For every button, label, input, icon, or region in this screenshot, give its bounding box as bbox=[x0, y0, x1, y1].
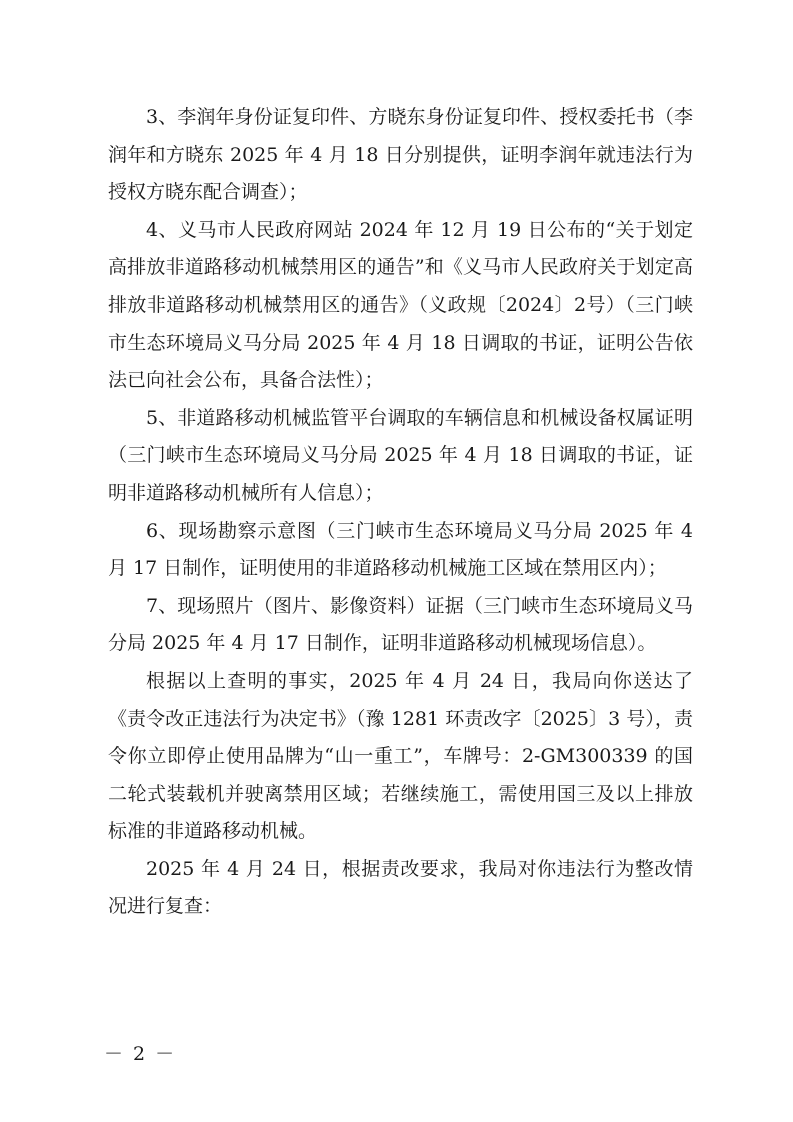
reinspection-paragraph: 2025 年 4 月 24 日，根据责改要求，我局对你违法行为整改情况进行复查： bbox=[108, 857, 693, 918]
evidence-item-3: 3、李润年身份证复印件、方晓东身份证复印件、授权委托书（李润年和方晓东 2025 年 4 月 18 日分别提供，证明李润年就违法行为授权方晓东配合调查）； bbox=[108, 106, 693, 204]
evidence-item-5: 5、非道路移动机械监管平台调取的车辆信息和机械设备权属证明（三门峡市生态环境局义马分局 2025 年 4 月 18 日调取的书证，证明非道路移动机械所有人信息）； bbox=[108, 406, 693, 504]
evidence-item-7: 7、现场照片（图片、影像资料）证据（三门峡市生态环境局义马分局 2025 年 4 月 17 日制作，证明非道路移动机械现场信息）。 bbox=[108, 594, 693, 655]
document-body bbox=[108, 99, 693, 926]
correction-order-paragraph: 根据以上查明的事实，2025 年 4 月 24 日，我局向你送达了《责令改正违法行为决定书》（豫 1281 环责改字〔2025〕3 号），责令你立即停止使用品牌为“山一重工”，车牌号：2-GM300339 的国二轮式装载机并驶离禁用区域；若继续施工，需使用国三及以上排放标准的非道路移动机械。 bbox=[108, 669, 693, 843]
evidence-item-6: 6、现场勘察示意图（三门峡市生态环境局义马分局 2025 年 4 月 17 日制作，证明使用的非道路移动机械施工区域在禁用区内）； bbox=[108, 519, 693, 580]
evidence-item-4: 4、义马市人民政府网站 2024 年 12 月 19 日公布的“关于划定高排放非道路移动机械禁用区的通告”和《义马市人民政府关于划定高排放非道路移动机械禁用区的通告》（义政规〔2024〕2号）（三门峡市生态环境局义马分局 2025 年 4 月 18 日调取的书证，证明公告依法已向社会公布，具备合法性）； bbox=[108, 218, 693, 392]
page-number: － 2 － bbox=[104, 1043, 177, 1065]
